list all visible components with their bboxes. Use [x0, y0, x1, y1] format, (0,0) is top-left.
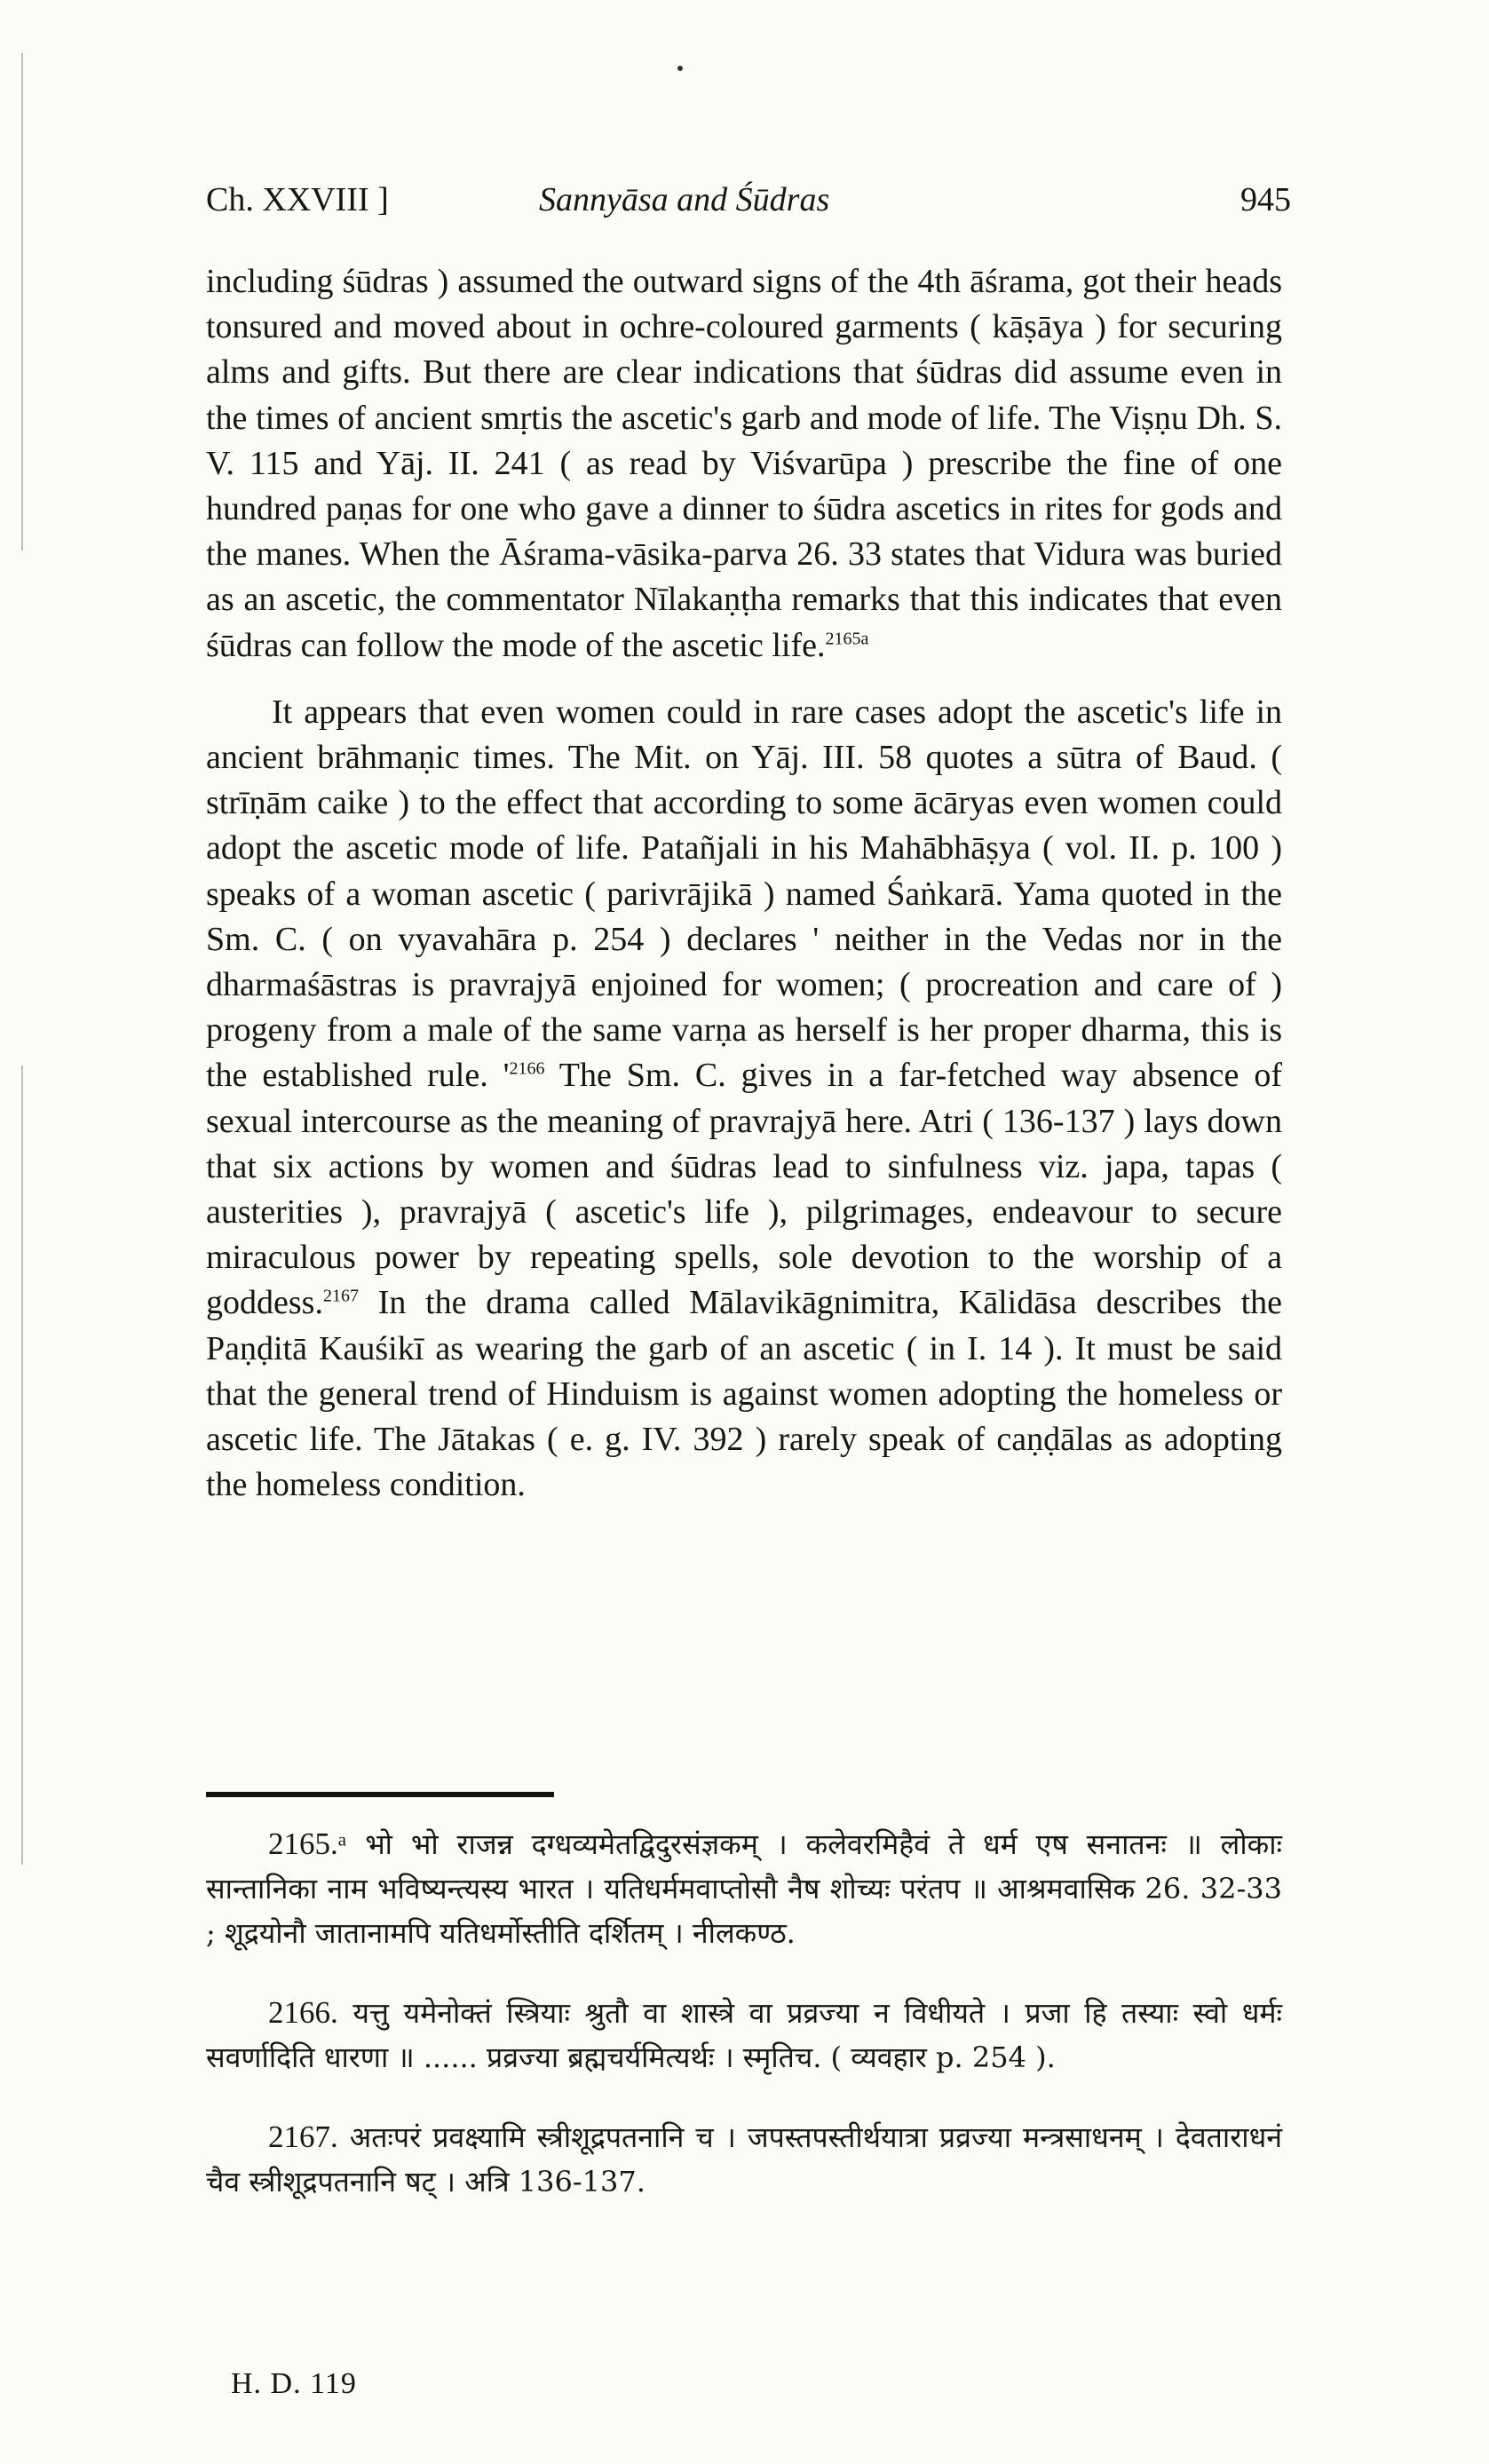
chapter-label: Ch. XXVIII ]: [206, 181, 389, 218]
footnote-ref: 2167: [322, 1286, 359, 1306]
paragraph: including śūdras ) assumed the outward signs of the 4th āśrama, got their heads tonsured and moved about in ochre-coloured garments ( kāṣāya ) for securing alms and gifts. But there are clear indications that śūdras did assume even in the times of ancient smṛtis the ascetic's garb and mode of life. The Viṣṇu Dh. S. V. 115 and Yāj. II. 241 ( as read by Viśvarūpa ) prescribe the fine of one hundred paṇas for one who gave a dinner to śūdra ascetics in rites for gods and the manes. When the Āśrama-vāsika-parva 26. 33 states that Vidura was buried as an ascetic, the commentator Nīlakaṇṭha remarks that this indicates that even śūdras can follow the mode of the ascetic life.$^{2165a}$: [206, 263, 1282, 664]
footnote-number: 2165.ᵃ: [268, 1826, 347, 1861]
footnotes: [206, 1822, 1282, 2239]
footnote: [206, 1991, 1282, 2080]
footnote: [206, 1822, 1282, 1955]
page-speck: [677, 66, 683, 71]
footnote-text: अतःपरं प्रवक्ष्यामि स्त्रीशूद्रपतनानि च । जपस्तपस्तीर्थयात्रा प्रव्रज्या मन्त्रसाधनम् । देवताराधनं चैव स्त्रीशूद्रपतनानि षट् । अत्रि 136-137.: [206, 2120, 1283, 2199]
running-title: Sannyāsa and Śūdras: [539, 181, 830, 218]
footnote-ref: 2165a: [825, 628, 869, 648]
page-number: 945: [1240, 181, 1291, 218]
scan-edge-mark: [21, 1066, 23, 1865]
footnote-separator: [206, 1792, 554, 1797]
paragraph: It appears that even women could in rare cases adopt the ascetic's life in ancient brāhmaṇic times. The Mit. on Yāj. III. 58 quotes a sūtra of Baud. ( strīṇām caike ) to the effect that according to some ācāryas even women could adopt the ascetic mode of life. Patañjali in his Mahābhāṣya ( vol. II. p. 100 ) speaks of a woman ascetic ( parivrājikā ) named Śaṅkarā. Yama quoted in the Sm. C. ( on vyavahāra p. 254 ) declares ' neither in the Vedas nor in the dharmaśāstras is pravrajyā enjoined for women; ( procreation and care of ) progeny from a male of the same varṇa as herself is her proper dharma, this is the established rule. '$^{2166}$ The Sm. C. gives in a far-fetched way absence of sexual intercourse as the meaning of pravrajyā here. Atri ( 136-137 ) lays down that six actions by women and śūdras lead to sinfulness viz. japa, tapas ( austerities ), pravrajyā ( ascetic's life ), pilgrimages, endeavour to secure miraculous power by repeating spells, sole devotion to the worship of a goddess.$^{2167}$ In the drama called Mālavikāgnimitra, Kālidāsa describes the Paṇḍitā Kauśikī as wearing the garb of an ascetic ( in I. 14 ). It must be said that the general trend of Hinduism is against women adopting the homeless or ascetic life. The Jātakas ( e. g. IV. 392 ) rarely speak of caṇḍālas as adopting the homeless condition.: [206, 693, 1283, 1504]
footnote-text: यत्तु यमेनोक्तं स्त्रियाः श्रुतौ वा शास्त्रे वा प्रव्रज्या न विधीयते । प्रजा हि तस्याः स्वो धर्मः सवर्णादिति धारणा ॥ ...... प्रव्रज्या ब्रह्मचर्यमित्यर्थः । स्मृतिच. ( व्यवहार p. 254 ).: [206, 1996, 1282, 2074]
running-header: [206, 180, 1291, 230]
footnote-number: 2167.: [268, 2119, 338, 2154]
main-text: [206, 259, 1282, 1508]
footnote-text: भो भो राजन्न दग्धव्यमेतद्विदुरसंज्ञकम् । कलेवरमिहैवं ते धर्म एष सनातनः ॥ लोकाः सान्तानिका नाम भविष्यन्त्यस्य भारत । यतिधर्ममवाप्तोसौ नैष शोच्यः परंतप ॥ आश्रमवासिक 26. 32-33 ; शूद्रयोनौ जातानामपि यतिधर्मोस्तीति दर्शितम् । नीलकण्ठ.: [206, 1827, 1282, 1950]
footnote-ref: 2166: [509, 1058, 545, 1079]
printer-signature: H. D. 119: [231, 2367, 357, 2400]
footnote-number: 2166.: [268, 1995, 338, 2030]
scan-edge-mark: [21, 53, 23, 551]
footnote: [206, 2115, 1282, 2204]
